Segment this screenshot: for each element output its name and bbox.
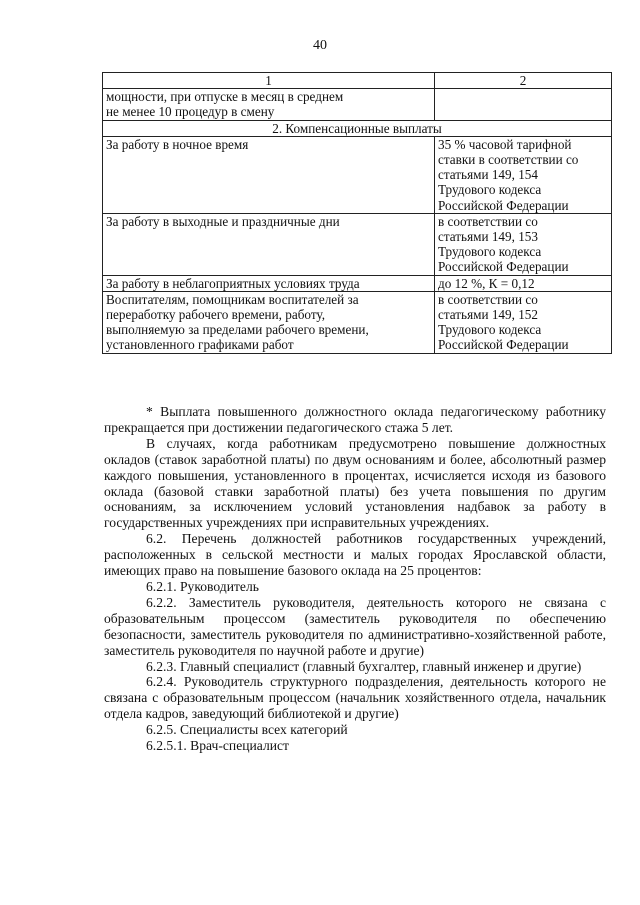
- paragraph: 6.2. Перечень должностей работников государственных учреждений, расположенных в сельской местности и малых городах Ярославской области, имеющих право на повышение базового оклада на 25 процентов:: [104, 531, 606, 579]
- table-cell: Воспитателям, помощникам воспитателей за переработку рабочего времени, работу, выполняемую за пределами рабочего времени, установленного графиками работ: [103, 291, 435, 353]
- list-item: 6.2.4. Руководитель структурного подразделения, деятельность которого не связана с образовательным процессом (начальник хозяйственного отдела, начальник отдела кадров, заведующий библиотекой и другие): [104, 674, 606, 722]
- list-item: 6.2.3. Главный специалист (главный бухгалтер, главный инженер и другие): [146, 658, 582, 674]
- table-cell: 35 % часовой тарифной ставки в соответствии со статьями 149, 154 Трудового кодекса Российской Федерации: [435, 136, 612, 213]
- table-section-row: [103, 120, 612, 136]
- table-header-row: [103, 73, 612, 89]
- page-number: 40: [313, 38, 327, 53]
- table-cell: За работу в выходные и праздничные дни: [103, 213, 435, 275]
- column-header: 1: [103, 73, 435, 89]
- table-cell: [435, 89, 612, 120]
- table-row: [103, 89, 612, 120]
- paragraph: В случаях, когда работникам предусмотрено повышение должностных окладов (ставок заработной платы) по двум основаниям и более, абсолютный размер каждого повышения, установленного в процентах, исчисляется исходя из базового оклада (базовой ставки заработной платы) без учета повышения по другим основаниям, за исключением условий установления надбавок за работу в государственных учреждениях при исправительных учреждениях.: [104, 435, 606, 531]
- table-cell: до 12 %, К = 0,12: [435, 275, 612, 291]
- table-row: [103, 291, 612, 353]
- list-item: 6.2.5. Специалисты всех категорий: [146, 722, 348, 738]
- list-item: 6.2.5.1. Врач-специалист: [146, 738, 289, 754]
- table-row: [103, 213, 612, 275]
- section-heading: 2. Компенсационные выплаты: [103, 120, 612, 136]
- footnote-paragraph: * Выплата повышенного должностного оклада педагогическому работнику прекращается при достижении педагогического стажа 5 лет.: [104, 404, 606, 435]
- column-header: 2: [435, 73, 612, 89]
- table-cell: в соответствии со статьями 149, 152 Трудового кодекса Российской Федерации: [435, 291, 612, 353]
- list-item: 6.2.2. Заместитель руководителя, деятельность которого не связана с образовательным процессом (заместитель руководителя по обеспечению безопасности, заместитель руководителя по административно-хозяйственной работе, заместитель руководителя по научной работе и другие): [104, 594, 606, 658]
- table-cell: За работу в ночное время: [103, 136, 435, 213]
- table-cell: За работу в неблагоприятных условиях труда: [103, 275, 435, 291]
- body-text: [104, 404, 606, 754]
- compensation-table: [102, 72, 612, 354]
- table-row: [103, 136, 612, 213]
- table-cell: в соответствии со статьями 149, 153 Трудового кодекса Российской Федерации: [435, 213, 612, 275]
- table-row: [103, 275, 612, 291]
- list-item: 6.2.1. Руководитель: [146, 578, 259, 594]
- table-cell: мощности, при отпуске в месяц в среднем не менее 10 процедур в смену: [103, 89, 435, 120]
